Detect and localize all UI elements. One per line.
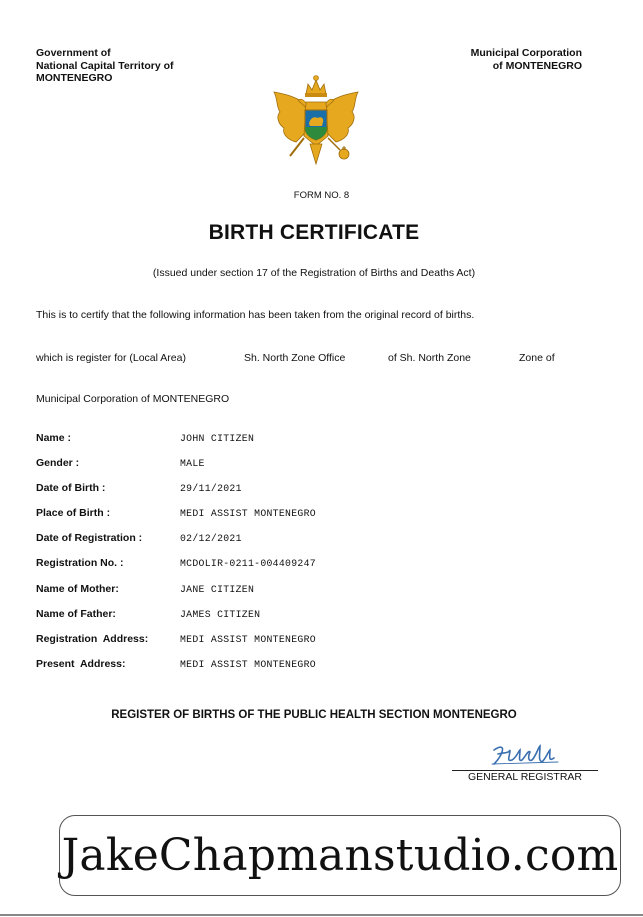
watermark-text: JakeChapmanstudio.com (61, 830, 619, 881)
field-label: Name : (36, 432, 72, 444)
watermark-banner (59, 815, 621, 896)
field-label: Date of Birth : (36, 482, 106, 495)
register-zone-of: Zone of (519, 352, 555, 364)
registrar-title: GENERAL REGISTRAR (468, 771, 582, 783)
header-right: Municipal Corporation of MONTENEGRO (470, 47, 582, 72)
municipal-line: Municipal Corporation of MONTENEGRO (36, 393, 230, 405)
field-label: Present Address: (36, 657, 126, 670)
form-number: FORM NO. 8 (293, 190, 350, 201)
register-office: Sh. North Zone Office (244, 352, 346, 364)
field-value: 29/11/2021 (180, 483, 242, 495)
field-label: Name of Mother: (36, 582, 119, 595)
field-label: Name of Father: (36, 607, 116, 620)
register-zone: of Sh. North Zone (388, 352, 471, 364)
field-label: Place of Birth : (36, 507, 111, 520)
field-value: MEDI ASSIST MONTENEGRO (180, 658, 316, 670)
field-value: JANE CITIZEN (180, 583, 255, 595)
field-value: MCDOLIR-0211-004409247 (180, 558, 316, 570)
field-value: MEDI ASSIST MONTENEGRO (180, 508, 316, 520)
field-value: JAMES CITIZEN (180, 608, 261, 620)
field-value: MALE (180, 458, 205, 470)
page-bottom-edge (0, 914, 643, 916)
field-value: MEDI ASSIST MONTENEGRO (180, 633, 316, 645)
field-label: Registration No. : (36, 557, 124, 570)
coat-of-arms-icon (268, 72, 364, 176)
field-label: Gender : (36, 457, 80, 470)
register-heading: REGISTER OF BIRTHS OF THE PUBLIC HEALTH SECTION MONTENEGRO (111, 709, 517, 721)
register-local-area-label: which is register for (Local Area) (36, 352, 186, 364)
field-label: Registration Address: (36, 632, 149, 645)
header-left: Government of National Capital Territory of MONTENEGRO (36, 47, 174, 84)
field-label: Date of Registration : (36, 532, 143, 545)
field-value: JOHN CITIZEN (180, 433, 255, 444)
field-value: 02/12/2021 (180, 533, 242, 545)
certificate-subtitle: (Issued under section 17 of the Registration of Births and Deaths Act) (152, 267, 476, 279)
signature-icon (488, 740, 562, 770)
certificate-title: BIRTH CERTIFICATE (208, 221, 420, 244)
certify-statement: This is to certify that the following information has been taken from the original record of births. (36, 309, 475, 321)
